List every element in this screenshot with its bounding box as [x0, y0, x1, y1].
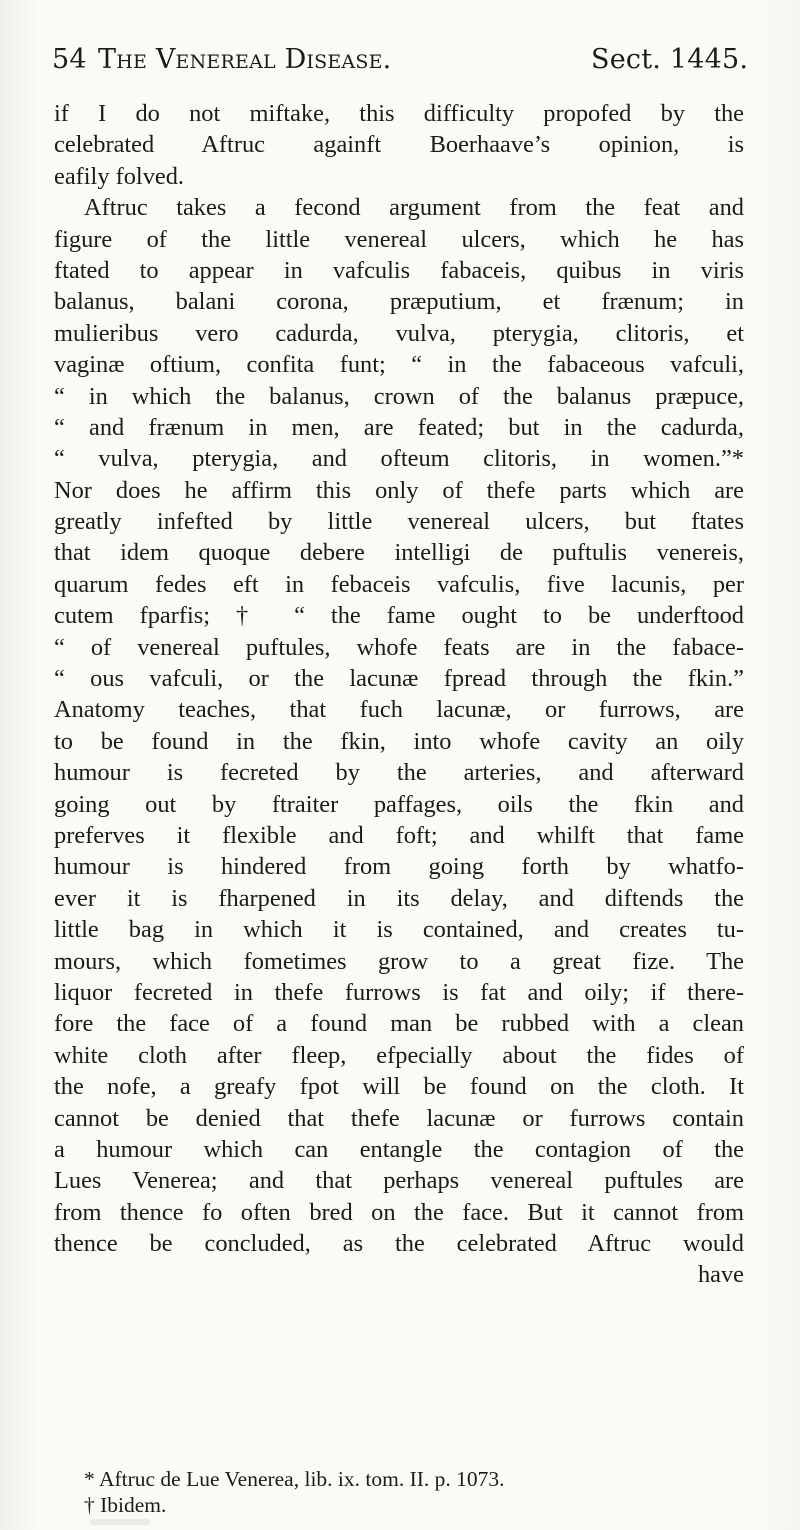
text-line: the nofe, a greafy fpot will be found on the cloth. It — [54, 1073, 744, 1101]
text-line: mours, which fometimes grow to a great fize. The — [54, 947, 744, 975]
text-line: cannot be denied that thefe lacunæ or furrows contain — [54, 1104, 744, 1132]
text-line: humour is hindered from going forth by whatfo- — [54, 853, 744, 881]
text-line: Lues Venerea; and that perhaps venereal puftules are — [54, 1167, 744, 1195]
text-line: “ ous vafculi, or the lacunæ fpread through the fkin.” — [54, 665, 744, 693]
text-line: quarum fedes eft in febaceis vafculis, five lacunis, per — [54, 570, 744, 598]
text-line: a humour which can entangle the contagion of the — [54, 1135, 744, 1163]
text-line: Anatomy teaches, that fuch lacunæ, or furrows, are — [54, 696, 744, 724]
text-line: “ and frænum in men, are feated; but in the cadurda, — [54, 413, 744, 441]
page-number: 54 — [52, 44, 87, 75]
text-line: balanus, balani corona, præputium, et frænum; in — [54, 288, 744, 316]
catchword: have — [697, 1261, 744, 1289]
running-title: The Venereal Disease. — [98, 44, 392, 75]
text-line: greatly infefted by little venereal ulcers, but ftates — [54, 508, 744, 536]
text-line: “ of venereal puftules, whofe feats are in the fabace- — [54, 633, 744, 661]
footnote: * Aftruc de Lue Venerea, lib. ix. tom. II. p. 1073. — [84, 1467, 505, 1491]
text-line: “ in which the balanus, crown of the balanus præpuce, — [54, 382, 744, 410]
footnotes — [84, 1466, 744, 1518]
text-line: Nor does he affirm this only of thefe parts which are — [54, 476, 744, 504]
text-line: from thence fo often bred on the face. But it cannot from — [54, 1198, 744, 1226]
text-line: humour is fecreted by the arteries, and afterward — [54, 759, 744, 787]
text-line: preferves it flexible and foft; and whilft that fame — [54, 821, 744, 849]
text-line: mulieribus vero cadurda, vulva, pterygia, clitoris, et — [54, 319, 744, 347]
text-line: cutem fparfis; † “ the fame ought to be underftood — [54, 602, 744, 630]
text-line: that idem quoque debere intelligi de puftulis venereis, — [54, 539, 744, 567]
text-line: white cloth after fleep, efpecially about the fides of — [54, 1041, 744, 1069]
text-line: celebrated Aftruc againft Boerhaave’s opinion, is — [54, 131, 744, 159]
text-line: going out by ftraiter paffages, oils the fkin and — [54, 790, 744, 818]
text-line: ftated to appear in vafculis fabaceis, quibus in viris — [54, 256, 744, 284]
text-line: little bag in which it is contained, and creates tu- — [54, 916, 744, 944]
text-line: “ vulva, pterygia, and ofteum clitoris, in women.”* — [54, 445, 744, 473]
body-text — [54, 98, 744, 1291]
running-header — [52, 44, 752, 84]
text-line: if I do not miftake, this difficulty propofed by the — [54, 100, 744, 127]
page-smudge — [90, 1519, 150, 1525]
section-number: Sect. 1445. — [591, 44, 749, 75]
text-line: liquor fecreted in thefe furrows is fat and oily; if there- — [54, 978, 744, 1006]
text-line: eafily folved. — [54, 162, 185, 190]
text-line: Aftruc takes a fecond argument from the feat and — [84, 194, 744, 222]
text-line: ever it is fharpened in its delay, and diftends the — [54, 884, 744, 912]
text-line: thence be concluded, as the celebrated Aftruc would — [54, 1230, 744, 1258]
text-line: fore the face of a found man be rubbed with a clean — [54, 1010, 744, 1038]
footnote: † Ibidem. — [84, 1493, 167, 1517]
text-line: to be found in the fkin, into whofe cavity an oily — [54, 727, 744, 755]
text-line: vaginæ oftium, confita funt; “ in the fabaceous vafculi, — [54, 351, 744, 379]
text-line: figure of the little venereal ulcers, which he has — [54, 225, 744, 253]
